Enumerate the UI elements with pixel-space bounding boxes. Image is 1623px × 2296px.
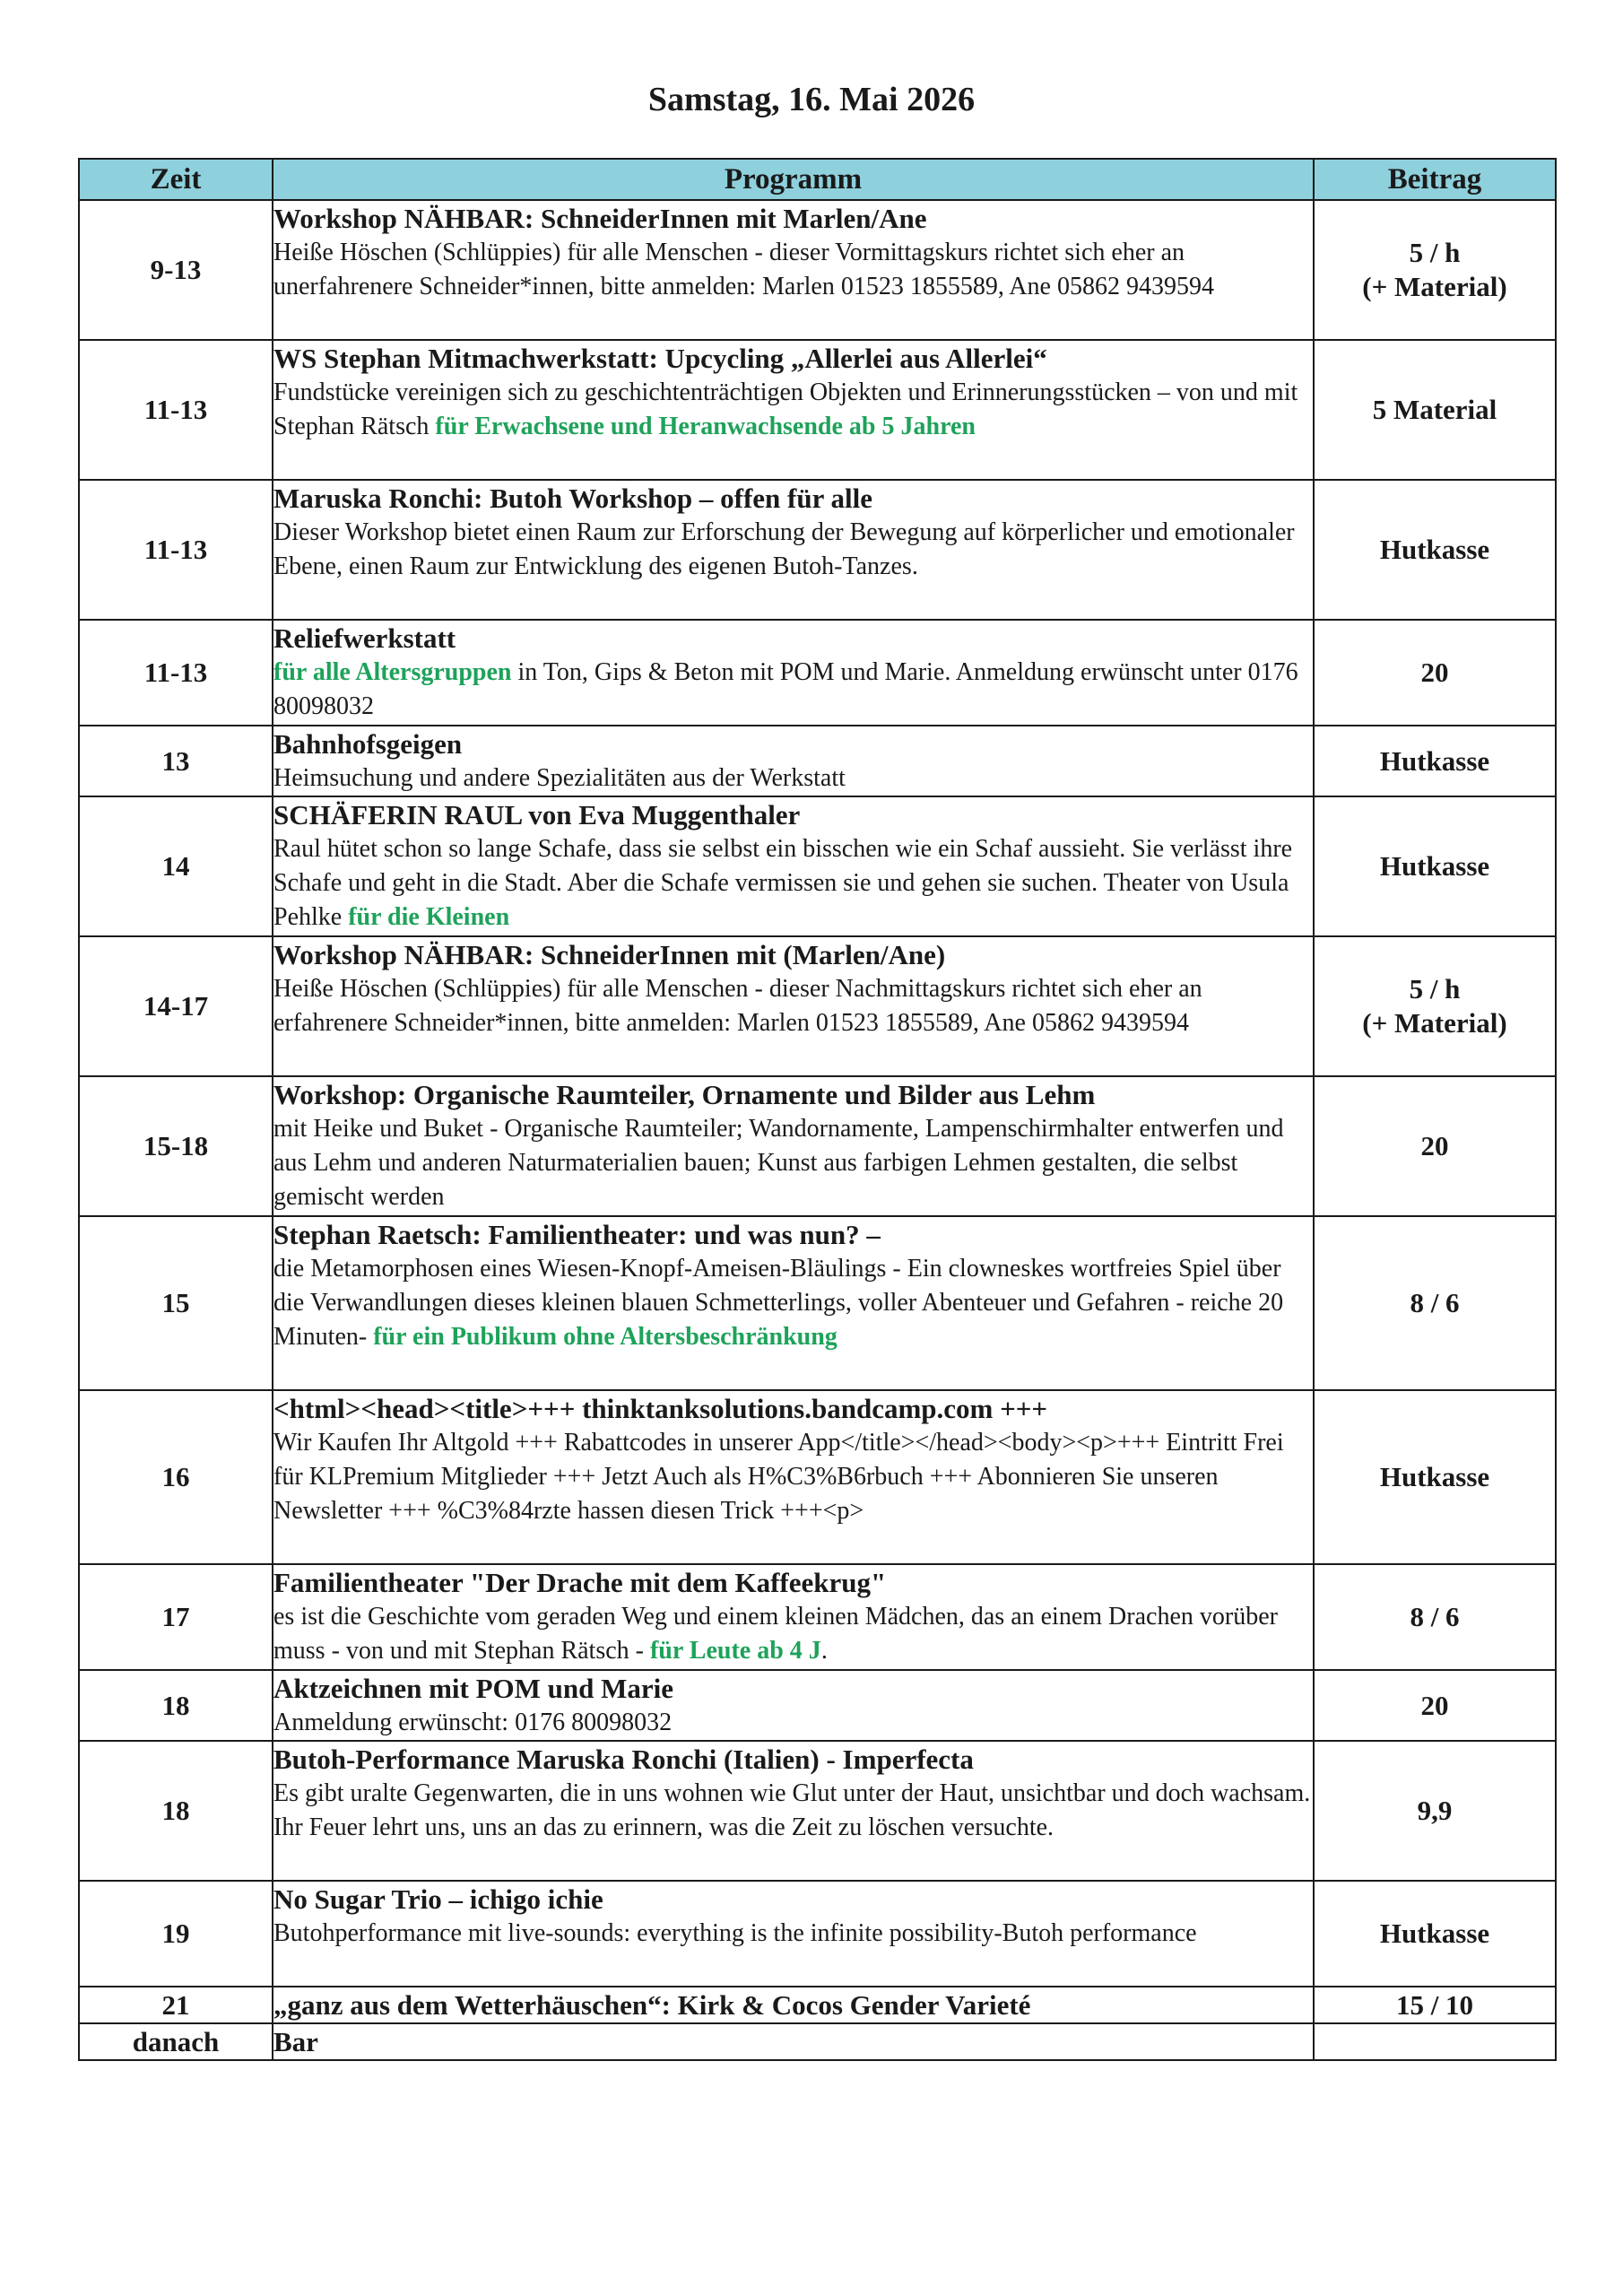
program-title: Stephan Raetsch: Familientheater: und was nun? – — [273, 1219, 881, 1250]
program-description — [273, 516, 1313, 584]
fee-line: (+ Material) — [1362, 271, 1507, 302]
row-program — [273, 1076, 1314, 1216]
row-program — [273, 1564, 1314, 1670]
table-row — [79, 2023, 1556, 2060]
row-program — [273, 200, 1314, 340]
row-time: 15-18 — [79, 1076, 273, 1216]
fee-line: Hutkasse — [1379, 850, 1490, 882]
row-time: danach — [79, 2023, 273, 2060]
program-description — [273, 972, 1313, 1040]
program-title: Workshop NÄHBAR: SchneiderInnen mit (Marlen/Ane) — [273, 939, 946, 970]
row-program — [273, 1741, 1314, 1881]
fee-line: Hutkasse — [1379, 744, 1490, 777]
row-fee — [1314, 1881, 1556, 1987]
table-header-row — [79, 159, 1556, 200]
program-title: „ganz aus dem Wetterhäuschen“: Kirk & Cocos Gender Varieté — [273, 1989, 1031, 2021]
fee-line: 20 — [1420, 1689, 1449, 1721]
row-time: 9-13 — [79, 200, 273, 340]
row-fee — [1314, 2023, 1556, 2060]
table-row — [79, 200, 1556, 340]
row-program — [273, 480, 1314, 620]
description-text: es ist die Geschichte vom geraden Weg und einem kleinen Mädchen, das an einem Drachen vorüber muss - von und mit Stephan Rätsch - — [273, 1603, 1278, 1665]
description-text: die Metamorphosen eines Wiesen-Knopf-Ameisen-Bläulings - Ein clowneskes wortfreies Spiel über die Verwandlungen dieses kleinen blauen Schmetterlings, voller Abenteuer und Gefahren - reiche 20 Minuten- — [273, 1255, 1284, 1351]
row-program — [273, 1987, 1314, 2023]
row-program — [273, 1216, 1314, 1390]
fee-line: 5 / h — [1409, 237, 1461, 268]
description-text: Fundstücke vereinigen sich zu geschichtenträchtigen Objekten und Erinnerungsstücken – von und mit Stephan Rätsch — [273, 378, 1298, 440]
row-time: 19 — [79, 1881, 273, 1987]
program-title: No Sugar Trio – ichigo ichie — [273, 1883, 603, 1915]
row-program — [273, 936, 1314, 1076]
row-fee — [1314, 1390, 1556, 1564]
program-description — [273, 1917, 1313, 1951]
row-program — [273, 1390, 1314, 1564]
row-program — [273, 726, 1314, 796]
description-text: Heiße Höschen (Schlüppies) für alle Menschen - dieser Nachmittagskurs richtet sich eher an erfahrenere Schneider*innen, bitte anmelden: Marlen 01523 1855589, Ane 05862 9439594 — [273, 975, 1202, 1037]
program-description — [273, 1252, 1313, 1354]
program-description — [273, 1706, 1313, 1740]
program-title: Bahnhofsgeigen — [273, 728, 463, 760]
fee-line: 20 — [1420, 657, 1449, 688]
row-fee — [1314, 1987, 1556, 2023]
header-fee: Beitrag — [1314, 159, 1556, 200]
row-time: 14 — [79, 796, 273, 936]
table-row — [79, 1390, 1556, 1564]
row-program — [273, 2023, 1314, 2060]
row-fee — [1314, 796, 1556, 936]
fee-line: 8 / 6 — [1410, 1287, 1460, 1318]
program-title: Familientheater "Der Drache mit dem Kaffeekrug" — [273, 1567, 887, 1598]
table-row — [79, 726, 1556, 796]
audience-highlight: für Leute ab 4 J — [649, 1637, 821, 1665]
row-fee — [1314, 936, 1556, 1076]
row-program — [273, 340, 1314, 480]
program-description — [273, 761, 1313, 796]
fee-line: 5 Material — [1372, 394, 1497, 425]
program-title: <html><head><title>+++ thinktanksolutions.bandcamp.com +++ — [273, 1393, 1048, 1424]
program-title: Aktzeichnen mit POM und Marie — [273, 1673, 674, 1704]
row-fee — [1314, 200, 1556, 340]
row-time: 18 — [79, 1741, 273, 1881]
fee-line: Hutkasse — [1379, 534, 1490, 565]
row-time: 17 — [79, 1564, 273, 1670]
header-program: Programm — [273, 159, 1314, 200]
header-time: Zeit — [79, 159, 273, 200]
row-fee — [1314, 1076, 1556, 1216]
table-row — [79, 1881, 1556, 1987]
row-program — [273, 620, 1314, 726]
audience-highlight: für alle Altersgruppen — [273, 658, 512, 686]
fee-line: 20 — [1420, 1130, 1449, 1161]
fee-line: 5 / h — [1409, 973, 1461, 1004]
table-row — [79, 480, 1556, 620]
description-tail: . — [820, 1637, 828, 1665]
table-row — [79, 340, 1556, 480]
program-description — [273, 376, 1313, 444]
row-fee — [1314, 620, 1556, 726]
page-title: Samstag, 16. Mai 2026 — [647, 81, 976, 118]
row-time: 11-13 — [79, 340, 273, 480]
fee-line: Hutkasse — [1379, 1918, 1490, 1949]
row-fee — [1314, 480, 1556, 620]
description-text: Heimsuchung und andere Spezialitäten aus der Werkstatt — [273, 764, 846, 792]
row-fee — [1314, 1741, 1556, 1881]
table-row — [79, 796, 1556, 936]
audience-highlight: für ein Publikum ohne Altersbeschränkung — [373, 1323, 838, 1351]
program-title: Workshop NÄHBAR: SchneiderInnen mit Marlen/Ane — [273, 203, 927, 234]
row-time: 13 — [79, 726, 273, 796]
audience-highlight: für Erwachsene und Heranwachsende ab 5 Jahren — [435, 413, 976, 440]
row-time: 21 — [79, 1987, 273, 2023]
program-title: Workshop: Organische Raumteiler, Ornamente und Bilder aus Lehm — [273, 1079, 1096, 1110]
row-fee — [1314, 1216, 1556, 1390]
row-time: 11-13 — [79, 480, 273, 620]
row-time: 16 — [79, 1390, 273, 1564]
table-row — [79, 1564, 1556, 1670]
fee-line: 8 / 6 — [1410, 1601, 1460, 1632]
program-description — [273, 1112, 1313, 1214]
table-row — [79, 1670, 1556, 1741]
program-description — [273, 1600, 1313, 1668]
row-fee — [1314, 726, 1556, 796]
table-row — [79, 1216, 1556, 1390]
row-program — [273, 1670, 1314, 1741]
description-text: Anmeldung erwünscht: 0176 80098032 — [273, 1709, 673, 1736]
program-title: Bar — [273, 2026, 318, 2057]
program-description — [273, 236, 1313, 304]
fee-line: 9,9 — [1417, 1795, 1453, 1826]
program-description — [273, 1426, 1313, 1528]
fee-line: Hutkasse — [1379, 1461, 1490, 1492]
row-time: 11-13 — [79, 620, 273, 726]
row-program — [273, 796, 1314, 936]
fee-line: 15 / 10 — [1395, 1988, 1474, 2021]
schedule-table — [78, 158, 1557, 2061]
row-time: 15 — [79, 1216, 273, 1390]
description-text: Es gibt uralte Gegenwarten, die in uns wohnen wie Glut unter der Haut, unsichtbar und doch wachsam. Ihr Feuer lehrt uns, uns an das zu erinnern, was die Zeit zu löschen versuchte. — [273, 1779, 1311, 1841]
row-program — [273, 1881, 1314, 1987]
description-text: Heiße Höschen (Schlüppies) für alle Menschen - dieser Vormittagskurs richtet sich eher an unerfahrenere Schneider*innen, bitte anmelden: Marlen 01523 1855589, Ane 05862 9439594 — [273, 239, 1214, 300]
table-row — [79, 1987, 1556, 2023]
row-time: 14-17 — [79, 936, 273, 1076]
audience-highlight: für die Kleinen — [348, 903, 510, 931]
row-fee — [1314, 340, 1556, 480]
description-text: Butohperformance mit live-sounds: everything is the infinite possibility-Butoh performance — [273, 1919, 1197, 1947]
program-title: Butoh-Performance Maruska Ronchi (Italien) - Imperfecta — [273, 1744, 974, 1775]
program-title: SCHÄFERIN RAUL von Eva Muggenthaler — [273, 799, 801, 831]
table-row — [79, 620, 1556, 726]
schedule-body — [79, 200, 1556, 2060]
description-text: in Ton, Gips & Beton mit POM und Marie. Anmeldung erwünscht unter 0176 80098032 — [273, 658, 1298, 720]
row-fee — [1314, 1564, 1556, 1670]
description-text: Dieser Workshop bietet einen Raum zur Erforschung der Bewegung auf körperlicher und emotionaler Ebene, einen Raum zur Entwicklung des eigenen Butoh-Tanzes. — [273, 518, 1295, 580]
program-description — [273, 656, 1313, 724]
description-text: Wir Kaufen Ihr Altgold +++ Rabattcodes in unserer App</title></head><body><p>+++ Eintritt Frei für KLPremium Mitglieder +++ Jetzt Auch als H%C3%B6rbuch +++ Abonnieren Sie unseren Newsletter +++ %C3%84rzte hassen diesen Trick +++<p> — [273, 1429, 1284, 1525]
fee-line: (+ Material) — [1362, 1007, 1507, 1039]
row-time: 18 — [79, 1670, 273, 1741]
table-row — [79, 1741, 1556, 1881]
description-text: mit Heike und Buket - Organische Raumteiler; Wandornamente, Lampenschirmhalter entwerfen und aus Lehm und anderen Naturmaterialien bauen; Kunst aus farbigen Lehmen gestalten, die selbst gemischt werden — [273, 1115, 1284, 1211]
program-description — [273, 832, 1313, 935]
program-title: Reliefwerkstatt — [273, 622, 456, 654]
table-row — [79, 1076, 1556, 1216]
table-row — [79, 936, 1556, 1076]
program-title: Maruska Ronchi: Butoh Workshop – offen für alle — [273, 483, 873, 514]
description-text: Raul hütet schon so lange Schafe, dass sie selbst ein bisschen wie ein Schaf aussieht. Sie verlässt ihre Schafe und geht in die Stadt. Aber die Schafe vermissen sie und gehen sie suchen. Theater von Usula Pehlke — [273, 835, 1293, 931]
program-description — [273, 1777, 1313, 1845]
row-fee — [1314, 1670, 1556, 1741]
program-title: WS Stephan Mitmachwerkstatt: Upcycling „Allerlei aus Allerlei“ — [273, 343, 1047, 374]
